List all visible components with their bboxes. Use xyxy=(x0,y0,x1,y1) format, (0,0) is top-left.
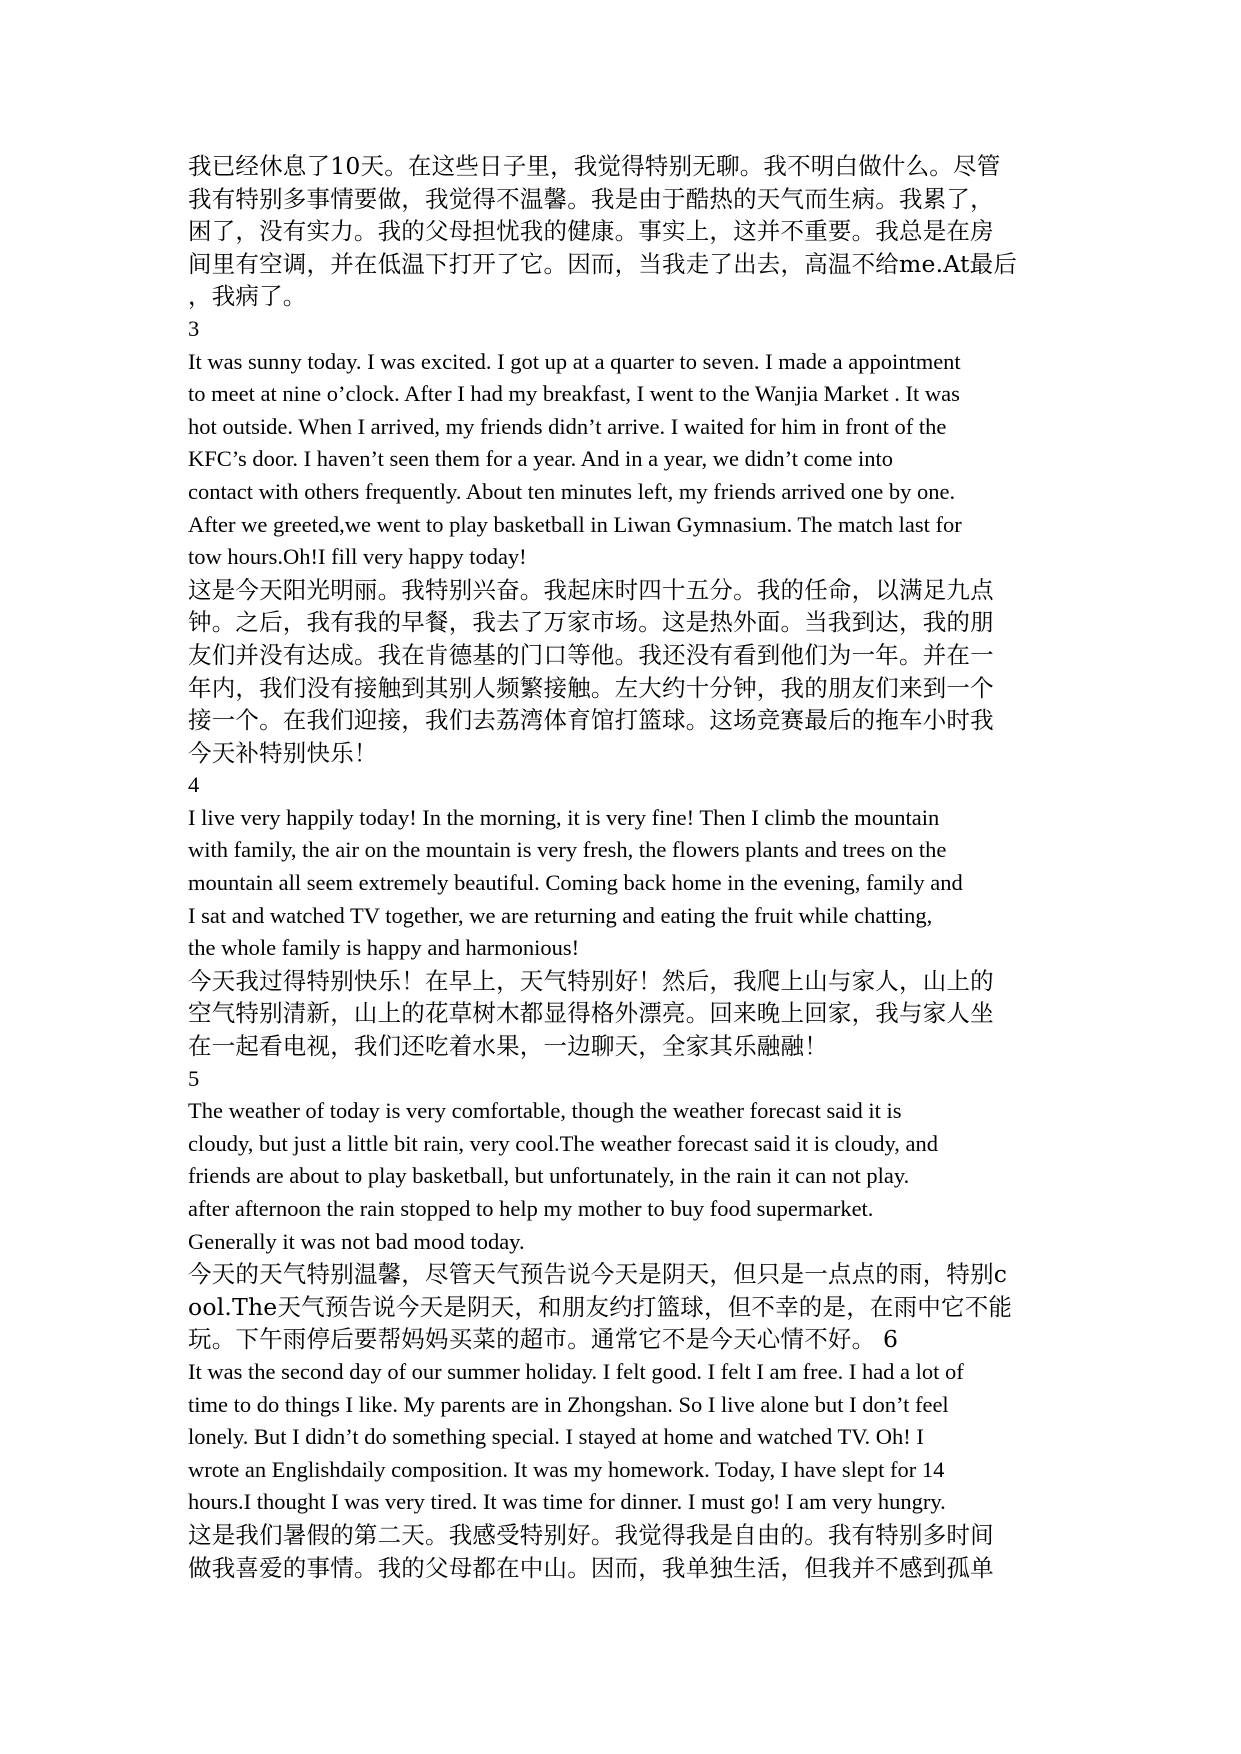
text-line: 做我喜爱的事情。我的父母都在中山。因而，我单独生活，但我并不感到孤单 xyxy=(188,1553,994,1582)
text-line: Generally it was not bad mood today. xyxy=(188,1228,525,1254)
text-line: the whole family is happy and harmonious! xyxy=(188,935,580,961)
text-line: wrote an Englishdaily composition. It was my homework. Today, I have slept for 14 xyxy=(188,1456,945,1482)
text-line: hours.I thought I was very tired. It was time for dinner. I must go! I am very hungry. xyxy=(188,1489,946,1515)
text-line: time to do things I like. My parents are in Zhongshan. So I live alone but I don’t feel xyxy=(188,1391,949,1417)
text-line: 钟。之后，我有我的早餐，我去了万家市场。这是热外面。当我到达，我的朋 xyxy=(188,608,994,637)
text-line: ool.The天气预告说今天是阴天，和朋友约打篮球，但不幸的是，在雨中它不能 xyxy=(188,1292,1013,1321)
text-line: to meet at nine o’clock. After I had my breakfast, I went to the Wanjia Market . It was xyxy=(188,381,960,407)
text-line: 间里有空调，并在低温下打开了它。因而，当我走了出去，高温不给me.At最后 xyxy=(188,249,1018,278)
text-line: mountain all seem extremely beautiful. Coming back home in the evening, family and xyxy=(188,870,963,896)
text-line: 接一个。在我们迎接，我们去荔湾体育馆打篮球。这场竞赛最后的拖车小时我 xyxy=(188,706,994,735)
text-line: friends are about to play basketball, but unfortunately, in the rain it can not play. xyxy=(188,1163,910,1189)
text-line: The weather of today is very comfortable, though the weather forecast said it is xyxy=(188,1098,902,1124)
text-line: KFC’s door. I haven’t seen them for a year. And in a year, we didn’t come into xyxy=(188,446,893,472)
text-line: lonely. But I didn’t do something special. I stayed at home and watched TV. Oh! I xyxy=(188,1424,924,1450)
text-line: contact with others frequently. About ten minutes left, my friends arrived one by one. xyxy=(188,478,956,504)
text-line: 友们并没有达成。我在肯德基的门口等他。我还没有看到他们为一年。并在一 xyxy=(188,640,994,669)
text-line: It was the second day of our summer holiday. I felt good. I felt I am free. I had a lot of xyxy=(188,1358,964,1384)
text-line: 年内，我们没有接触到其别人频繁接触。左大约十分钟，我的朋友们来到一个 xyxy=(188,673,994,702)
text-line: 这是今天阳光明丽。我特别兴奋。我起床时四十五分。我的任命，以满足九点 xyxy=(188,575,994,604)
text-line: 我有特别多事情要做，我觉得不温馨。我是由于酷热的天气而生病。我累了， xyxy=(188,184,994,213)
text-line: I sat and watched TV together, we are returning and eating the fruit while chatting, xyxy=(188,902,933,928)
text-line: ，我病了。 xyxy=(188,282,307,311)
text-line: 今天补特别快乐！ xyxy=(188,738,378,767)
text-line: It was sunny today. I was excited. I got up at a quarter to seven. I made a appointment xyxy=(188,348,961,374)
document-page xyxy=(188,150,1068,1584)
text-line: hot outside. When I arrived, my friends didn’t arrive. I waited for him in front of the xyxy=(188,413,947,439)
text-line: tow hours.Oh!I fill very happy today! xyxy=(188,544,527,570)
text-line: 玩。下午雨停后要帮妈妈买菜的超市。通常它不是今天心情不好。 6 xyxy=(188,1325,899,1354)
section-number: 3 xyxy=(188,315,200,341)
text-line: cloudy, but just a little bit rain, very cool.The weather forecast said it is cloudy, and xyxy=(188,1130,938,1156)
text-line: After we greeted,we went to play basketball in Liwan Gymnasium. The match last for xyxy=(188,511,962,537)
section-number: 4 xyxy=(188,772,200,798)
text-line: 今天的天气特别温馨，尽管天气预告说今天是阴天，但只是一点点的雨，特别c xyxy=(188,1260,1008,1289)
text-line: after afternoon the rain stopped to help my mother to buy food supermarket. xyxy=(188,1196,874,1221)
text-line: 今天我过得特别快乐！在早上，天气特别好！然后，我爬上山与家人，山上的 xyxy=(188,966,994,995)
text-line: 我已经休息了10天。在这些日子里，我觉得特别无聊。我不明白做什么。尽管 xyxy=(188,152,1001,180)
text-line: 空气特别清新，山上的花草树木都显得格外漂亮。回来晚上回家，我与家人坐 xyxy=(188,999,994,1028)
text-line: with family, the air on the mountain is very fresh, the flowers plants and trees on the xyxy=(188,837,947,863)
text-line: 困了，没有实力。我的父母担忧我的健康。事实上，这并不重要。我总是在房 xyxy=(188,217,994,246)
text-line: 这是我们暑假的第二天。我感受特别好。我觉得我是自由的。我有特别多时间 xyxy=(188,1520,994,1549)
text-line: 在一起看电视，我们还吃着水果，一边聊天，全家其乐融融！ xyxy=(188,1032,828,1061)
text-line: I live very happily today! In the morning, it is very fine! Then I climb the mountain xyxy=(188,804,940,830)
section-number: 5 xyxy=(188,1065,200,1091)
